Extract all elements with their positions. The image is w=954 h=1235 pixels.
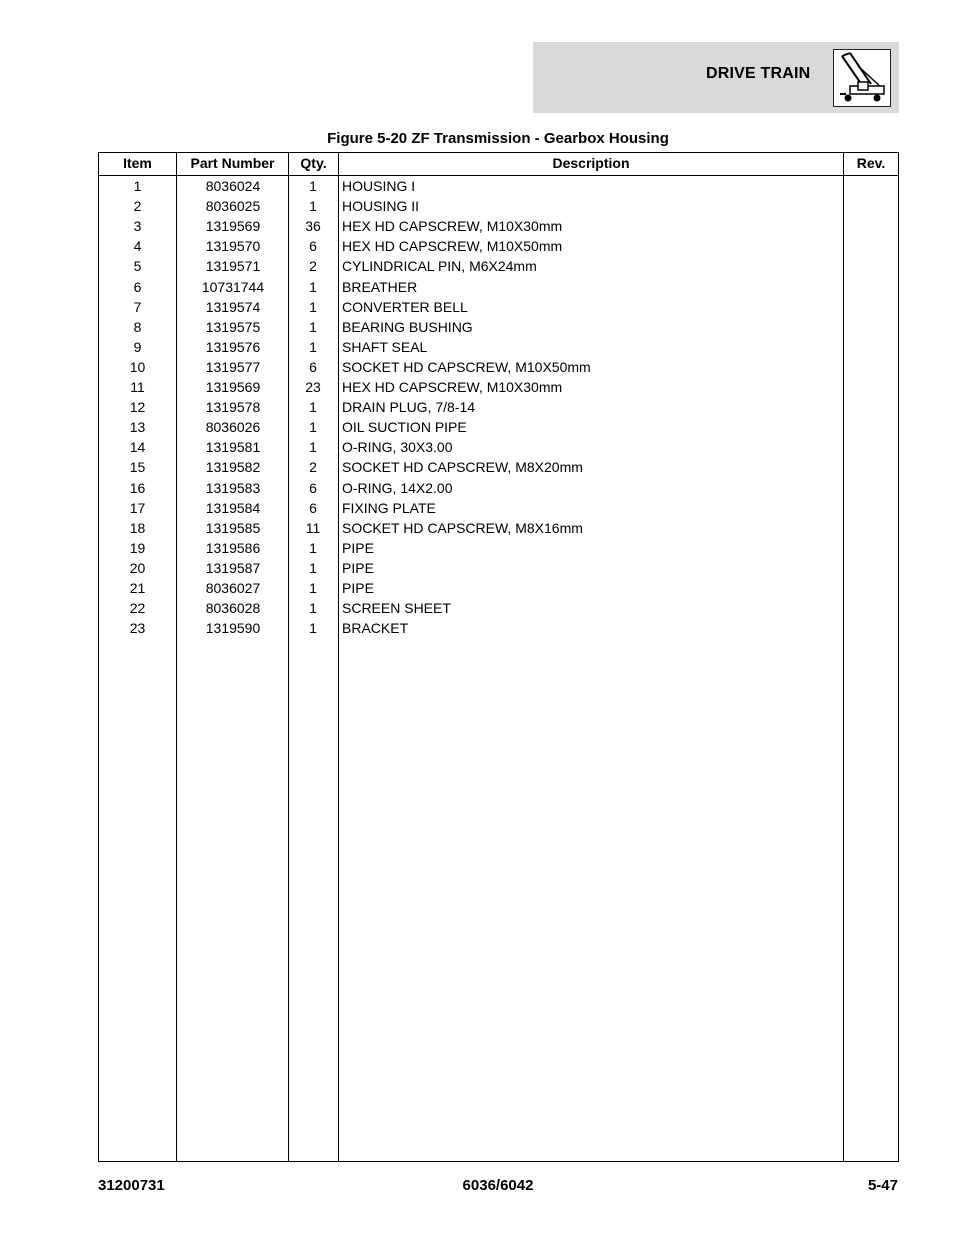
part-number: 1319583 <box>205 479 261 496</box>
table-row <box>99 358 898 378</box>
description: DRAIN PLUG, 7/8-14 <box>342 399 476 416</box>
part-number: 1319571 <box>205 258 261 275</box>
table-row <box>99 398 898 418</box>
quantity: 6 <box>309 358 317 375</box>
table-row <box>99 418 898 438</box>
table-row <box>99 237 898 257</box>
quantity: 1 <box>309 620 317 637</box>
description: BEARING BUSHING <box>342 318 473 335</box>
model-number: 6036/6042 <box>462 1177 534 1194</box>
item-number: 5 <box>133 258 142 275</box>
item-number: 18 <box>129 519 146 536</box>
item-number: 7 <box>133 298 142 315</box>
table-row <box>99 177 898 197</box>
description: O-RING, 14X2.00 <box>342 479 453 496</box>
item-number: 8 <box>133 318 142 335</box>
item-number: 9 <box>133 338 142 355</box>
quantity: 1 <box>309 198 317 215</box>
table-row <box>99 559 898 579</box>
quantity: 2 <box>309 258 317 275</box>
part-number: 1319590 <box>205 620 261 637</box>
item-number: 4 <box>133 238 142 255</box>
quantity: 1 <box>309 539 317 556</box>
quantity: 11 <box>305 519 321 536</box>
part-number: 1319586 <box>205 539 261 556</box>
item-number: 23 <box>129 620 146 637</box>
description: SOCKET HD CAPSCREW, M8X16mm <box>342 519 583 536</box>
quantity: 36 <box>305 218 321 235</box>
table-row <box>99 438 898 458</box>
table-row <box>99 519 898 539</box>
description: PIPE <box>342 539 374 556</box>
description: FIXING PLATE <box>342 499 436 516</box>
item-number: 22 <box>129 600 146 617</box>
table-row <box>99 278 898 298</box>
part-number: 1319578 <box>205 399 261 416</box>
description: PIPE <box>342 580 374 596</box>
description: OIL SUCTION PIPE <box>342 419 467 436</box>
part-number: 1319576 <box>205 338 261 355</box>
quantity: 6 <box>309 479 317 496</box>
parts-table <box>98 152 899 1162</box>
part-number: 1319587 <box>205 559 261 576</box>
description: HEX HD CAPSCREW, M10X50mm <box>342 238 563 255</box>
part-number: 1319577 <box>205 358 261 375</box>
table-row <box>99 197 898 217</box>
quantity: 1 <box>309 419 317 436</box>
item-number: 19 <box>129 539 146 556</box>
item-number: 20 <box>129 559 146 576</box>
item-number: 15 <box>129 459 146 476</box>
quantity: 1 <box>309 399 317 416</box>
table-row <box>99 298 898 318</box>
part-number: 1319585 <box>205 519 261 536</box>
section-title: DRIVE TRAIN <box>706 65 811 82</box>
column-header-rev: Rev. <box>856 155 886 171</box>
quantity: 23 <box>305 379 321 395</box>
part-number: 10731744 <box>201 278 265 295</box>
table-row <box>99 499 898 519</box>
table-row <box>99 458 898 478</box>
description: SHAFT SEAL <box>342 338 428 355</box>
table-row <box>99 479 898 499</box>
part-number: 8036027 <box>205 580 261 596</box>
item-number: 1 <box>133 178 142 194</box>
quantity: 1 <box>309 338 317 355</box>
description: HEX HD CAPSCREW, M10X30mm <box>342 218 563 235</box>
description: SOCKET HD CAPSCREW, M10X50mm <box>342 358 591 375</box>
item-number: 6 <box>133 278 142 295</box>
table-row <box>99 257 898 277</box>
table-row <box>99 539 898 559</box>
description: CONVERTER BELL <box>342 298 468 315</box>
part-number: 1319582 <box>205 459 261 476</box>
item-number: 21 <box>129 580 146 596</box>
column-header-item: Item <box>123 155 152 171</box>
description: BRACKET <box>342 620 409 637</box>
table-row <box>99 378 898 398</box>
part-number: 1319569 <box>205 218 261 235</box>
description: SOCKET HD CAPSCREW, M8X20mm <box>342 459 583 476</box>
description: HOUSING I <box>342 178 416 194</box>
quantity: 1 <box>309 439 317 456</box>
column-header-part-number: Part Number <box>190 155 275 171</box>
quantity: 1 <box>309 298 317 315</box>
part-number: 1319574 <box>205 298 261 315</box>
part-number: 1319569 <box>205 379 261 395</box>
quantity: 6 <box>309 238 317 255</box>
quantity: 1 <box>309 559 317 576</box>
part-number: 8036024 <box>205 178 261 194</box>
description: HEX HD CAPSCREW, M10X30mm <box>342 379 563 395</box>
part-number: 1319575 <box>205 318 261 335</box>
table-row <box>99 318 898 338</box>
part-number: 8036026 <box>205 419 261 436</box>
item-number: 14 <box>129 439 146 456</box>
table-row <box>99 338 898 358</box>
table-row <box>99 579 898 599</box>
quantity: 1 <box>309 178 317 194</box>
item-number: 16 <box>129 479 146 496</box>
column-header-description: Description <box>552 155 630 171</box>
quantity: 1 <box>309 580 317 596</box>
description: PIPE <box>342 559 374 576</box>
table-row <box>99 619 898 639</box>
quantity: 1 <box>309 318 317 335</box>
table-row <box>99 599 898 619</box>
table-row <box>99 217 898 237</box>
description: HOUSING II <box>342 198 420 215</box>
item-number: 17 <box>129 499 146 516</box>
quantity: 2 <box>309 459 317 476</box>
quantity: 1 <box>309 278 317 295</box>
description: BREATHER <box>342 278 418 295</box>
column-header-qty: Qty. <box>300 155 327 171</box>
item-number: 11 <box>130 379 145 395</box>
item-number: 13 <box>129 419 146 436</box>
figure-title: Figure 5-20 ZF Transmission - Gearbox Housing <box>327 130 669 147</box>
item-number: 3 <box>133 218 142 235</box>
document-number: 31200731 <box>98 1177 165 1194</box>
description: O-RING, 30X3.00 <box>342 439 453 456</box>
part-number: 8036028 <box>205 600 261 617</box>
page-number: 5-47 <box>867 1177 898 1194</box>
part-number: 1319581 <box>205 439 261 456</box>
item-number: 12 <box>129 399 146 416</box>
item-number: 2 <box>133 198 142 215</box>
description: CYLINDRICAL PIN, M6X24mm <box>342 258 537 275</box>
description: SCREEN SHEET <box>342 600 451 617</box>
quantity: 1 <box>309 600 317 617</box>
part-number: 1319570 <box>205 238 261 255</box>
item-number: 10 <box>129 358 146 375</box>
part-number: 8036025 <box>205 198 261 215</box>
telehandler-icon <box>833 49 891 107</box>
quantity: 6 <box>309 499 317 516</box>
header-divider <box>99 175 898 176</box>
part-number: 1319584 <box>205 499 261 516</box>
